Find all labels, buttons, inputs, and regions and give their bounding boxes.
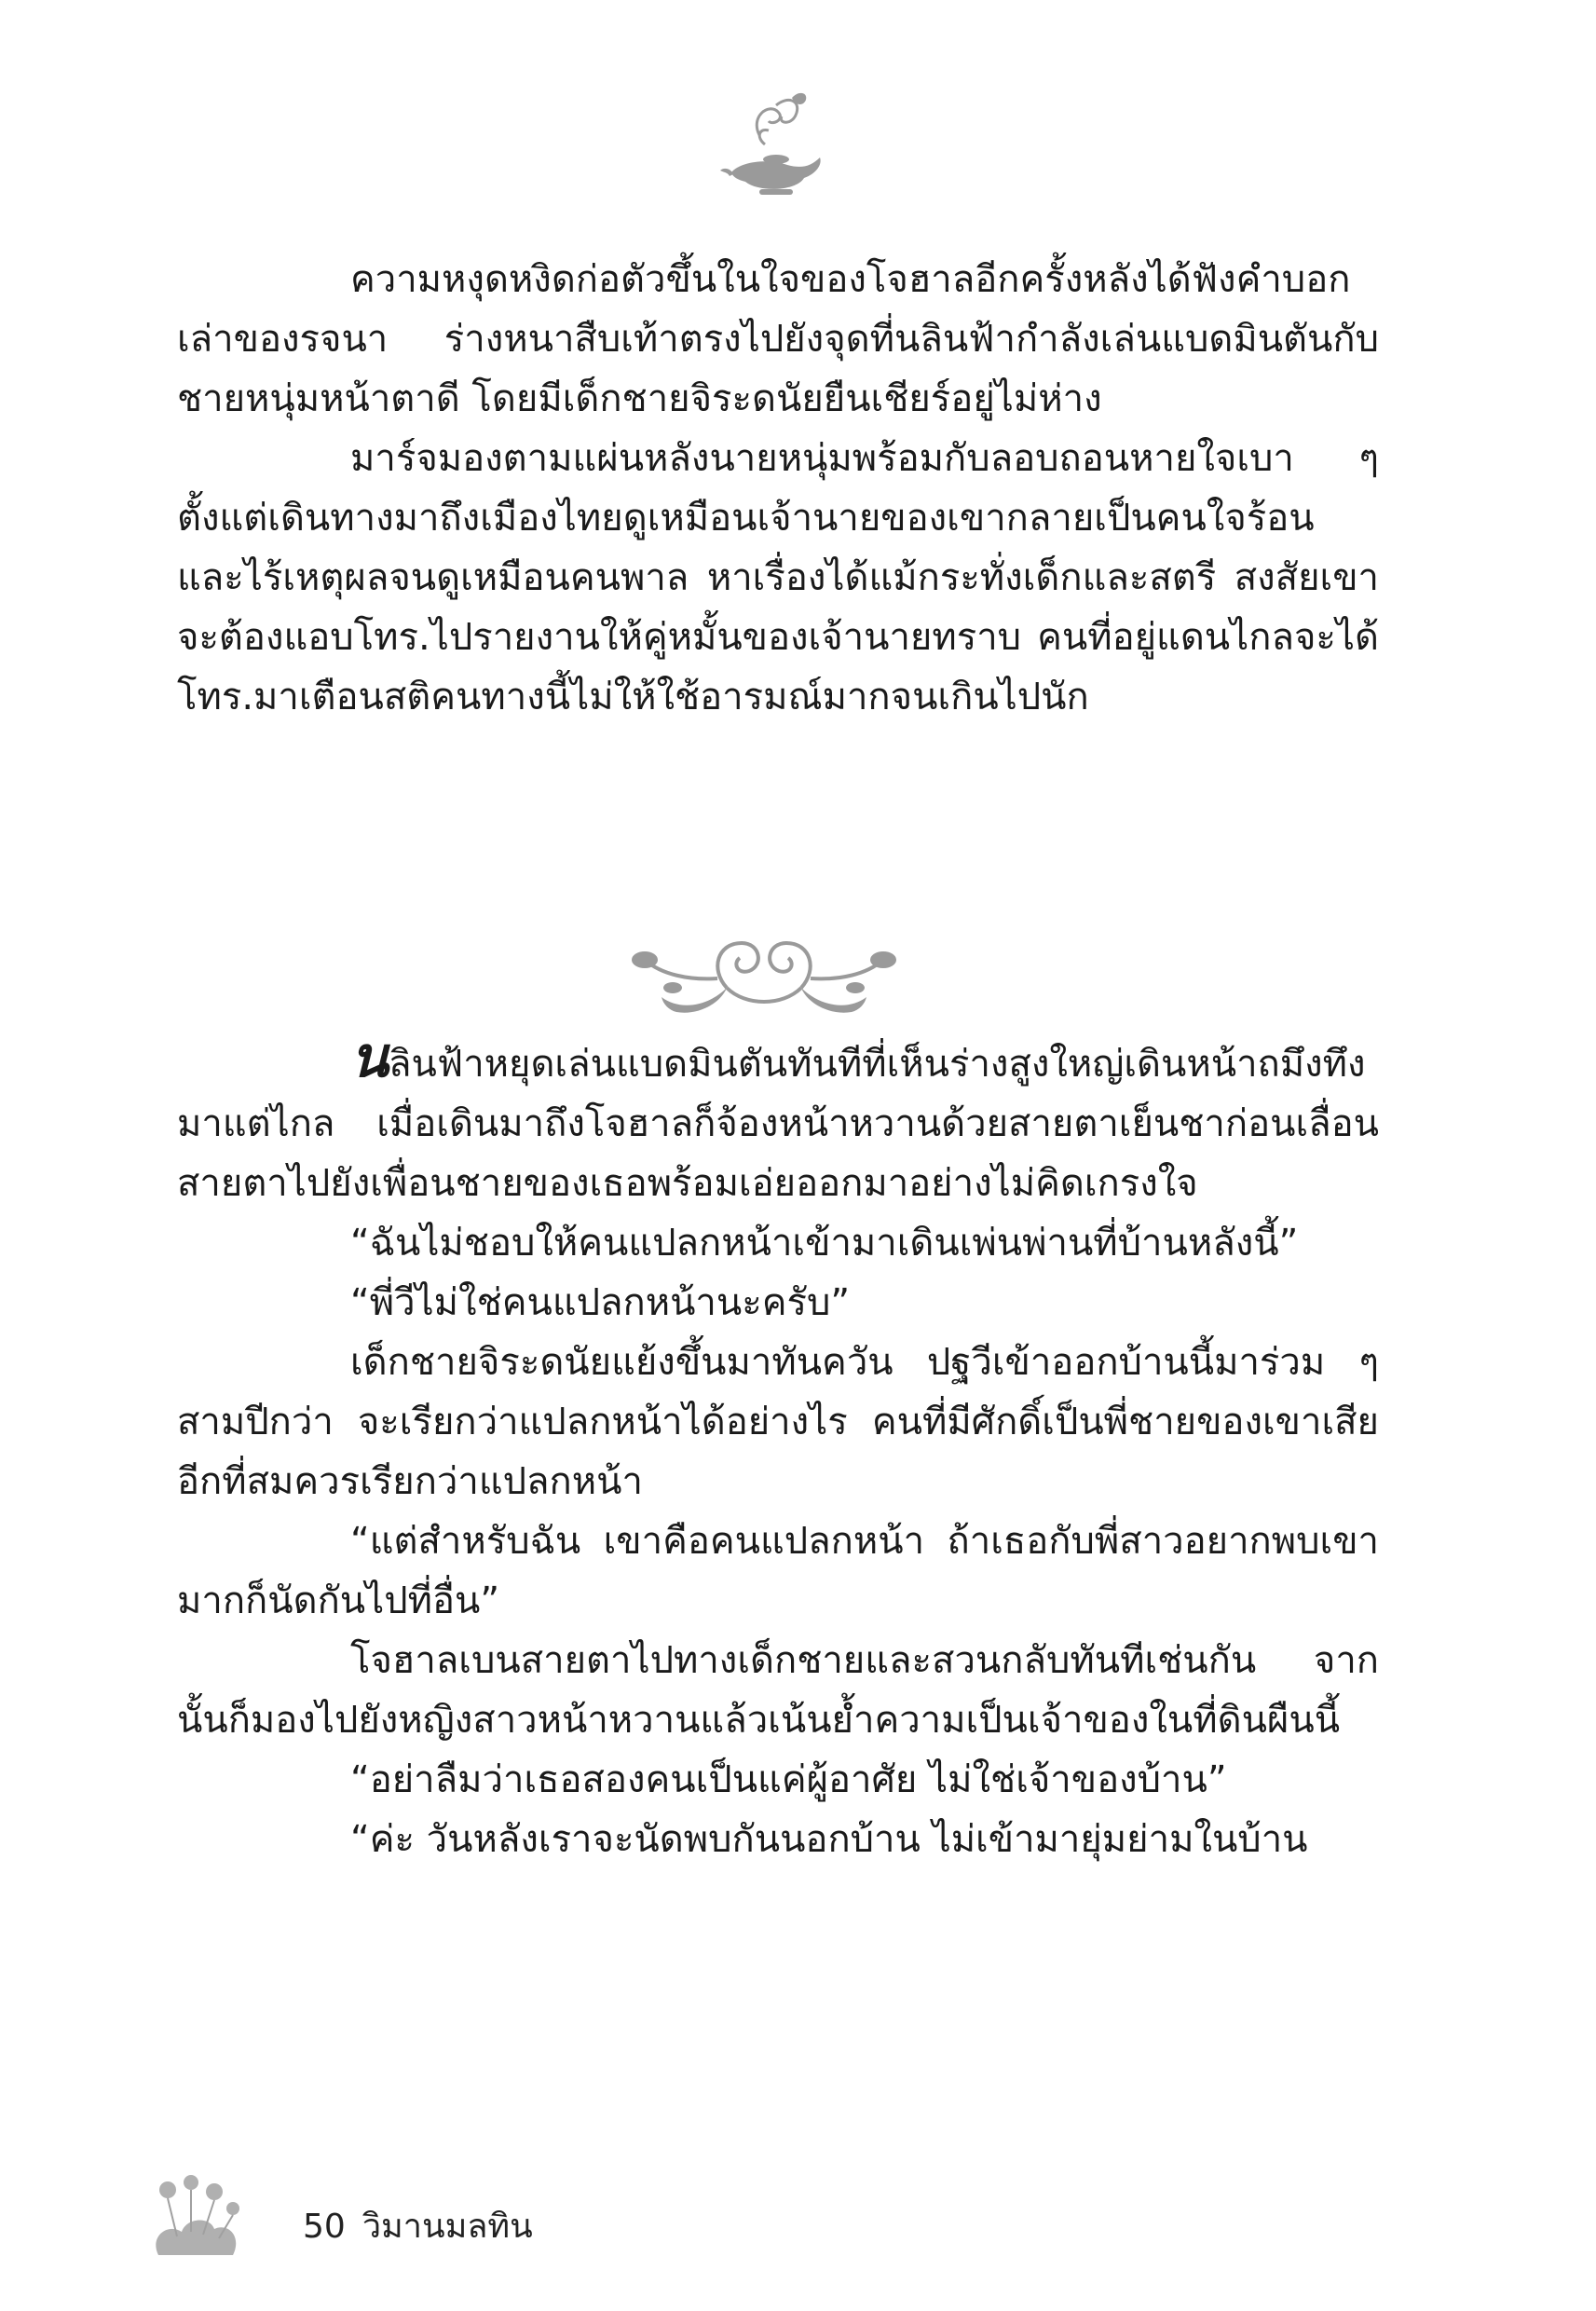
floral-divider-icon <box>624 923 904 1025</box>
dialogue: “ฉันไม่ชอบให้คนแปลกหน้าเข้ามาเดินเพ่นพ่านที่บ้านหลังนี้” <box>350 1222 1299 1265</box>
page-number: 50 <box>303 2208 346 2246</box>
page-footer <box>140 2171 699 2264</box>
paragraph: โจฮาลเบนสายตาไปทางเด็กชายและสวนกลับทันทีเช่นกัน จากนั้นก็มองไปยังหญิงสาวหน้าหวานแล้วเน้นย้ำความเป็นเจ้าของในที่ดินผืนนี้ <box>177 1639 1379 1742</box>
text-block-lower <box>177 1025 1379 1869</box>
dialogue: “แต่สำหรับฉัน เขาคือคนแปลกหน้า ถ้าเธอกับพี่สาวอยากพบเขามากก็นัดกันไปที่อื่น” <box>177 1520 1379 1622</box>
dialogue: “ค่ะ วันหลังเราจะนัดพบกันนอกบ้าน ไม่เข้ามายุ่มย่ามในบ้าน <box>350 1818 1308 1861</box>
paragraph: มาร์จมองตามแผ่นหลังนายหนุ่มพร้อมกับลอบถอนหายใจเบา ๆ ตั้งแต่เดินทางมาถึงเมืองไทยดูเหมือนเจ้านายของเขากลายเป็นคนใจร้อนและไร้เหตุผลจนดูเหมือนคนพาล หาเรื่องได้แม้กระทั่งเด็กและสตรี สงสัยเขาจะต้องแอบโทร.ไปรายงานให้คู่หมั้นของเจ้านายทราบ คนที่อยู่แดนไกลจะได้โทร.มาเตือนสติคนทางนี้ไม่ให้ใช้อารมณ์มากจนเกินไปนัก <box>177 437 1379 718</box>
paragraph-text: ลินฟ้าหยุดเล่นแบดมินตันทันทีที่เห็นร่างสูงใหญ่เดินหน้าถมึงทึงมาแต่ไกล เมื่อเดินมาถึงโจฮาลก็จ้องหน้าหวานด้วยสายตาเย็นชาก่อนเลื่อนสายตาไปยังเพื่อนชายของเธอพร้อมเอ่ยออกมาอย่างไม่คิดเกรงใจ <box>177 1043 1379 1205</box>
footer-text <box>303 2199 550 2252</box>
dropcap: น <box>350 1025 389 1090</box>
flower-bouquet-icon <box>140 2171 270 2264</box>
dialogue: “พี่วีไม่ใช่คนแปลกหน้านะครับ” <box>350 1281 851 1324</box>
paragraph <box>177 1025 1379 1213</box>
text-block-upper <box>177 250 1379 727</box>
paragraph: เด็กชายจิระดนัยแย้งขึ้นมาทันควัน ปฐวีเข้าออกบ้านนี้มาร่วม ๆ สามปีกว่า จะเรียกว่าแปลกหน้าได้อย่างไร คนที่มีศักดิ์เป็นพี่ชายของเขาเสียอีกที่สมควรเรียกว่าแปลกหน้า <box>177 1341 1379 1503</box>
genie-lamp-icon <box>703 79 843 219</box>
paragraph: ความหงุดหงิดก่อตัวขึ้นในใจของโจฮาลอีกครั้งหลังได้ฟังคำบอกเล่าของรจนา ร่างหนาสืบเท้าตรงไปยังจุดที่นลินฟ้ากำลังเล่นแบดมินตันกับชายหนุ่มหน้าตาดี โดยมีเด็กชายจิระดนัยยืนเชียร์อยู่ไม่ห่าง <box>177 258 1379 420</box>
dialogue: “อย่าลืมว่าเธอสองคนเป็นแค่ผู้อาศัย ไม่ใช่เจ้าของบ้าน” <box>350 1758 1227 1801</box>
book-title: วิมานมลทิน <box>361 2208 533 2246</box>
